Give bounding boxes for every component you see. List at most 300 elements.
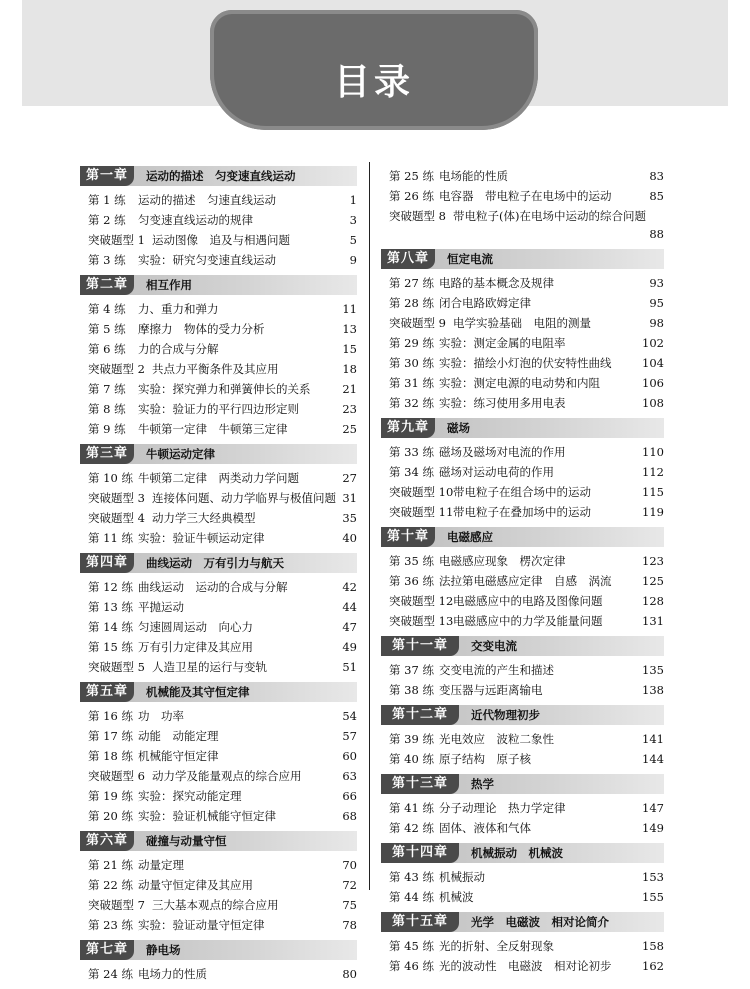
toc-entry-page: 131 [642,614,664,628]
toc-entry-title: 动量定理 [138,858,184,872]
toc-entry-label: 第 16 练 [88,709,133,723]
toc-chapter [381,527,664,636]
chapter-number: 第三章 [80,444,134,464]
toc-entry-page: 115 [642,485,664,499]
chapter-header[interactable] [381,249,664,269]
toc-entry-label: 第 13 练 [88,600,133,614]
toc-entry-page: 144 [642,752,664,766]
toc-entry-label: 第 42 练 [389,821,434,835]
toc-entry-label: 第 7 练 [88,382,126,396]
toc-entry[interactable] [80,766,357,786]
toc-entry-page: 72 [342,878,357,892]
toc-entry-title: 电磁感应现象 楞次定律 [439,554,566,568]
toc-entry[interactable] [80,637,357,657]
toc-chapter [381,843,664,912]
toc-right-column [381,166,664,981]
toc-entry-title: 实验：探究动能定理 [138,789,242,803]
toc-entry-title: 匀变速直线运动的规律 [138,213,253,227]
toc-entry[interactable] [381,442,664,462]
toc-entry-list [381,656,664,700]
toc-entry[interactable] [381,571,664,591]
toc-chapter [381,774,664,843]
toc-entry-title: 实验：探究弹力和弹簧伸长的关系 [138,382,311,396]
toc-entry[interactable] [381,206,664,244]
toc-entry-page: 25 [342,422,357,436]
toc-entry-title: 机械振动 [439,870,485,884]
toc-entry[interactable] [381,660,664,680]
toc-entry[interactable] [80,657,357,677]
chapter-header[interactable] [80,553,357,573]
toc-entry-title: 实验：验证牛顿运动定律 [138,531,265,545]
toc-entry-label: 第 34 练 [389,465,434,479]
toc-entry-page: 135 [642,663,664,677]
toc-entry[interactable] [381,798,664,818]
toc-entry-page: 3 [349,213,357,227]
chapter-title: 运动的描述 匀变速直线运动 [146,169,296,183]
toc-chapter [80,275,357,444]
toc-entry-title: 光的波动性 电磁波 相对论初步 [439,959,612,973]
toc-entry[interactable] [381,293,664,313]
chapter-title: 光学 电磁波 相对论简介 [471,915,609,929]
chapter-header[interactable] [80,682,357,702]
toc-entry-title: 三大基本观点的综合应用 [152,898,279,912]
toc-entry[interactable] [381,313,664,333]
toc-entry-title: 力、重力和弹力 [138,302,219,316]
toc-entry-label: 第 18 练 [88,749,133,763]
chapter-header[interactable] [381,774,664,794]
chapter-title: 碰撞与动量守恒 [146,834,227,848]
toc-entry-page: 27 [342,471,357,485]
toc-entry-page: 1 [349,193,357,207]
toc-entry-page: 47 [342,620,357,634]
toc-entry-page: 138 [642,683,664,697]
toc-entry-label: 第 21 练 [88,858,133,872]
toc-entry-title: 实验：测定电源的电动势和内阻 [439,376,600,390]
toc-entry[interactable] [80,359,357,379]
toc-entry-page: 42 [342,580,357,594]
toc-entry-label: 第 24 练 [88,967,133,981]
toc-entry-page: 18 [342,362,357,376]
toc-entry-page: 149 [642,821,664,835]
toc-chapter [80,553,357,682]
toc-entry-title: 原子结构 原子核 [439,752,531,766]
toc-entry-title: 实验：描绘小灯泡的伏安特性曲线 [439,356,612,370]
toc-entry[interactable] [80,210,357,230]
chapter-number: 第十二章 [381,705,459,725]
toc-chapter [381,705,664,774]
toc-entry[interactable] [80,875,357,895]
chapter-number: 第十章 [381,527,435,547]
toc-entry-title: 电场力的性质 [138,967,207,981]
toc-entry-page: 147 [642,801,664,815]
toc-entry[interactable] [80,915,357,935]
toc-entry-title: 法拉第电磁感应定律 自感 涡流 [439,574,612,588]
toc-entry-label: 突破题型 3 [88,491,145,505]
toc-entry[interactable] [80,706,357,726]
toc-entry-label: 第 39 练 [389,732,434,746]
toc-entry-title: 匀速圆周运动 向心力 [138,620,253,634]
toc-entry-page: 128 [642,594,664,608]
toc-entry[interactable] [80,726,357,746]
toc-entry-label: 第 36 练 [389,574,434,588]
toc-entry[interactable] [381,502,664,522]
chapter-header[interactable] [80,275,357,295]
chapter-header[interactable] [381,418,664,438]
toc-entry-page: 104 [642,356,664,370]
toc-entry[interactable] [80,806,357,826]
toc-entry[interactable] [80,597,357,617]
chapter-header[interactable] [80,444,357,464]
toc-entry-title: 牛顿第二定律 两类动力学问题 [138,471,299,485]
toc-entry[interactable] [80,230,357,250]
chapter-title: 相互作用 [146,278,192,292]
toc-entry-label: 第 29 练 [389,336,434,350]
toc-entry[interactable] [80,399,357,419]
toc-entry[interactable] [80,964,357,984]
toc-entry-page: 51 [342,660,357,674]
toc-entry-label: 突破题型 9 [389,316,446,330]
toc-entry-label: 第 5 练 [88,322,126,336]
toc-entry-list [80,573,357,677]
toc-entry-page: 40 [342,531,357,545]
toc-entry-label: 第 28 练 [389,296,434,310]
toc-entry[interactable] [381,186,664,206]
toc-entry-label: 突破题型 10 [389,485,454,499]
toc-entry-title: 光电效应 波粒二象性 [439,732,554,746]
toc-entry-page: 49 [342,640,357,654]
toc-entry-page: 93 [649,276,664,290]
toc-entry-page: 155 [642,890,664,904]
toc-entry-label: 第 40 练 [389,752,434,766]
toc-entry-page: 83 [649,169,664,183]
toc-entry-label: 第 31 练 [389,376,434,390]
toc-entry-label: 第 43 练 [389,870,434,884]
toc-entry[interactable] [80,319,357,339]
toc-entry-title: 带电粒子在叠加场中的运动 [453,505,591,519]
toc-entry-list [80,851,357,935]
toc-entry[interactable] [80,577,357,597]
toc-entry-page: 78 [342,918,357,932]
toc-entry-label: 第 4 练 [88,302,126,316]
toc-entry-title: 动力学及能量观点的综合应用 [152,769,302,783]
toc-entry-title: 运动图像 追及与相遇问题 [152,233,290,247]
toc-entry-page: 141 [642,732,664,746]
toc-entry-label: 第 30 练 [389,356,434,370]
toc-entry[interactable] [80,250,357,270]
toc-entry-title: 实验：验证力的平行四边形定则 [138,402,299,416]
chapter-header[interactable] [80,831,357,851]
toc-entry[interactable] [381,611,664,631]
toc-entry-label: 第 20 练 [88,809,133,823]
toc-entry-label: 第 14 练 [88,620,133,634]
toc-entry-list [80,464,357,548]
toc-chapter [381,418,664,527]
chapter-header[interactable] [80,940,357,960]
toc-entry[interactable] [381,887,664,907]
chapter-number: 第四章 [80,553,134,573]
toc-entry-title: 固体、液体和气体 [439,821,531,835]
toc-entry[interactable] [381,936,664,956]
toc-entry[interactable] [381,373,664,393]
toc-entry-page: 108 [642,396,664,410]
toc-entry-title: 交变电流的产生和描述 [439,663,554,677]
toc-chapter [80,444,357,553]
toc-entry-page: 35 [342,511,357,525]
toc-entry[interactable] [80,786,357,806]
toc-entry[interactable] [80,339,357,359]
toc-entry[interactable] [381,393,664,413]
chapter-header[interactable] [381,705,664,725]
toc-entry-title: 力的合成与分解 [138,342,219,356]
toc-entry[interactable] [381,818,664,838]
chapter-number: 第十一章 [381,636,459,656]
toc-entry[interactable] [381,729,664,749]
toc-entry-label: 第 41 练 [389,801,434,815]
toc-entry[interactable] [381,166,664,186]
toc-entry-page: 54 [342,709,357,723]
toc-entry-page: 123 [642,554,664,568]
toc-entry-page: 15 [342,342,357,356]
toc-entry-label: 第 3 练 [88,253,126,267]
toc-entry-title: 实验：验证机械能守恒定律 [138,809,276,823]
toc-entry-title: 磁场及磁场对电流的作用 [439,445,566,459]
toc-entry-label: 第 35 练 [389,554,434,568]
chapter-number: 第二章 [80,275,134,295]
toc-entry[interactable] [381,353,664,373]
toc-entry-label: 突破题型 6 [88,769,145,783]
toc-entry[interactable] [80,468,357,488]
chapter-number: 第一章 [80,166,134,186]
toc-entry-title: 磁场对运动电荷的作用 [439,465,554,479]
toc-entry-label: 第 33 练 [389,445,434,459]
toc-entry-page: 60 [342,749,357,763]
chapter-number: 第九章 [381,418,435,438]
toc-entry-title: 带电粒子在组合场中的运动 [453,485,591,499]
chapter-gap [381,976,664,981]
chapter-number: 第七章 [80,940,134,960]
toc-entry-page: 68 [342,809,357,823]
chapter-header[interactable] [381,527,664,547]
toc-entry-label: 突破题型 2 [88,362,145,376]
toc-entry-page: 13 [342,322,357,336]
chapter-header[interactable] [381,912,664,932]
toc-entry-label: 第 44 练 [389,890,434,904]
toc-entry-title: 平抛运动 [138,600,184,614]
toc-entry-label: 第 45 练 [389,939,434,953]
chapter-title: 热学 [471,777,494,791]
toc-entry-page: 112 [642,465,664,479]
toc-entry-label: 第 38 练 [389,683,434,697]
toc-entry-list [381,166,664,244]
toc-entry-page: 9 [349,253,357,267]
toc-entry-label: 第 25 练 [389,169,434,183]
toc-entry-page: 88 [649,227,664,241]
toc-entry-page: 21 [342,382,357,396]
toc-entry-page: 5 [349,233,357,247]
toc-chapter [381,636,664,705]
toc-entry-title: 动量守恒定律及其应用 [138,878,253,892]
toc-entry-page: 162 [642,959,664,973]
toc-entry-page: 98 [649,316,664,330]
toc-entry-title: 电场能的性质 [439,169,508,183]
toc-entry-label: 第 46 练 [389,959,434,973]
toc-entry[interactable] [381,273,664,293]
toc-entry-list [381,794,664,838]
toc-chapter [80,940,357,989]
toc-entry-page: 31 [342,491,357,505]
toc-entry-label: 第 6 练 [88,342,126,356]
toc-entry-title: 动能 动能定理 [138,729,219,743]
toc-entry-label: 第 15 练 [88,640,133,654]
toc-entry-title: 万有引力定律及其应用 [138,640,253,654]
toc-entry[interactable] [80,508,357,528]
toc-entry-title: 实验：测定金属的电阻率 [439,336,566,350]
page-title: 目录 [333,62,414,103]
toc-entry-list [381,932,664,976]
toc-entry[interactable] [381,680,664,700]
toc-entry-label: 第 9 练 [88,422,126,436]
toc-entry-title: 实验：研究匀变速直线运动 [138,253,276,267]
toc-entry-label: 突破题型 8 [389,209,446,223]
toc-entry[interactable] [381,956,664,976]
toc-entry-title: 曲线运动 运动的合成与分解 [138,580,288,594]
chapter-title: 磁场 [447,421,470,435]
toc-entry[interactable] [80,855,357,875]
toc-entry-list [381,725,664,769]
toc-entry-title: 变压器与远距离输电 [439,683,543,697]
toc-entry-title: 运动的描述 匀速直线运动 [138,193,276,207]
toc-entry[interactable] [80,419,357,439]
chapter-number: 第六章 [80,831,134,851]
toc-entry-title: 电磁感应中的电路及图像问题 [453,594,603,608]
chapter-title: 电磁感应 [447,530,493,544]
chapter-number: 第十五章 [381,912,459,932]
chapter-title: 牛顿运动定律 [146,447,215,461]
toc-entry[interactable] [381,462,664,482]
toc-entry[interactable] [381,482,664,502]
toc-entry[interactable] [80,488,357,508]
toc-entry-list [80,960,357,984]
chapter-number: 第十三章 [381,774,459,794]
toc-entry-page: 85 [649,189,664,203]
toc-entry-title: 电容器 带电粒子在电场中的运动 [439,189,612,203]
toc-entry-title: 光的折射、全反射现象 [439,939,554,953]
toc-entry-label: 突破题型 7 [88,898,145,912]
toc-entry-page: 23 [342,402,357,416]
chapter-title: 静电场 [146,943,181,957]
toc-entry-page: 119 [642,505,664,519]
toc-entry-list [381,547,664,631]
toc-entry-page: 153 [642,870,664,884]
toc-chapter [381,249,664,418]
toc-entry-page: 158 [642,939,664,953]
toc-entry-title: 机械波 [439,890,474,904]
toc-entry-label: 第 1 练 [88,193,126,207]
toc-entry[interactable] [80,528,357,548]
toc-entry-list [80,186,357,270]
toc-entry[interactable] [80,617,357,637]
chapter-number: 第五章 [80,682,134,702]
toc-entry[interactable] [80,379,357,399]
toc-entry[interactable] [80,299,357,319]
toc-entry-title: 实验：验证动量守恒定律 [138,918,265,932]
toc-entry[interactable] [381,749,664,769]
chapter-header[interactable] [381,843,664,863]
toc-chapter [80,831,357,940]
chapter-number: 第八章 [381,249,435,269]
chapter-header[interactable] [381,636,664,656]
toc-entry[interactable] [381,591,664,611]
toc-entry-page: 102 [642,336,664,350]
toc-entry-page: 106 [642,376,664,390]
toc-entry-page: 95 [649,296,664,310]
chapter-title: 机械能及其守恒定律 [146,685,250,699]
toc-entry-label: 第 8 练 [88,402,126,416]
toc-entry-title: 连接体问题、动力学临界与极值问题 [152,491,336,505]
toc-entry[interactable] [80,746,357,766]
toc-entry-title: 功 功率 [138,709,184,723]
toc-entry-label: 第 23 练 [88,918,133,932]
toc-entry-label: 第 27 练 [389,276,434,290]
toc-entry[interactable] [80,895,357,915]
chapter-header[interactable] [80,166,357,186]
toc-entry-page: 80 [342,967,357,981]
toc-entry-label: 第 2 练 [88,213,126,227]
chapter-title: 恒定电流 [447,252,493,266]
toc-entry[interactable] [80,190,357,210]
toc-entry[interactable] [381,333,664,353]
toc-entry-page: 63 [342,769,357,783]
toc-chapter [80,682,357,831]
toc-entry-title: 摩擦力 物体的受力分析 [138,322,265,336]
toc-entry-list [381,863,664,907]
toc-entry-title: 人造卫星的运行与变轨 [152,660,267,674]
chapter-title: 交变电流 [471,639,517,653]
chapter-title: 近代物理初步 [471,708,540,722]
toc-entry-label: 突破题型 1 [88,233,145,247]
toc-entry-title: 分子动理论 热力学定律 [439,801,566,815]
toc-chapter [381,912,664,981]
toc-entry-label: 第 11 练 [88,531,133,545]
toc-entry-label: 突破题型 5 [88,660,145,674]
toc-entry-label: 第 12 练 [88,580,133,594]
toc-entry-title: 实验：练习使用多用电表 [439,396,566,410]
toc-entry-label: 第 19 练 [88,789,133,803]
toc-entry-label: 突破题型 13 [389,614,454,628]
toc-entry[interactable] [381,867,664,887]
column-divider [369,162,370,890]
toc-entry[interactable] [381,551,664,571]
toc-chapter [80,166,357,275]
toc-entry-label: 第 32 练 [389,396,434,410]
toc-entry-label: 第 17 练 [88,729,133,743]
toc-entry-title: 电路的基本概念及规律 [439,276,554,290]
toc-entry-label: 突破题型 12 [389,594,454,608]
toc-entry-list [80,295,357,439]
toc-left-column [80,166,357,989]
chapter-title: 机械振动 机械波 [471,846,563,860]
toc-entry-label: 第 26 练 [389,189,434,203]
toc-entry-title: 牛顿第一定律 牛顿第三定律 [138,422,288,436]
toc-entry-title: 机械能守恒定律 [138,749,219,763]
toc-entry-page: 75 [342,898,357,912]
toc-entry-title: 电学实验基础 电阻的测量 [453,316,591,330]
toc-entry-label: 突破题型 4 [88,511,145,525]
chapter-gap [80,984,357,989]
toc-entry-label: 第 22 练 [88,878,133,892]
toc-entry-list [381,438,664,522]
toc-entry-page: 110 [642,445,664,459]
